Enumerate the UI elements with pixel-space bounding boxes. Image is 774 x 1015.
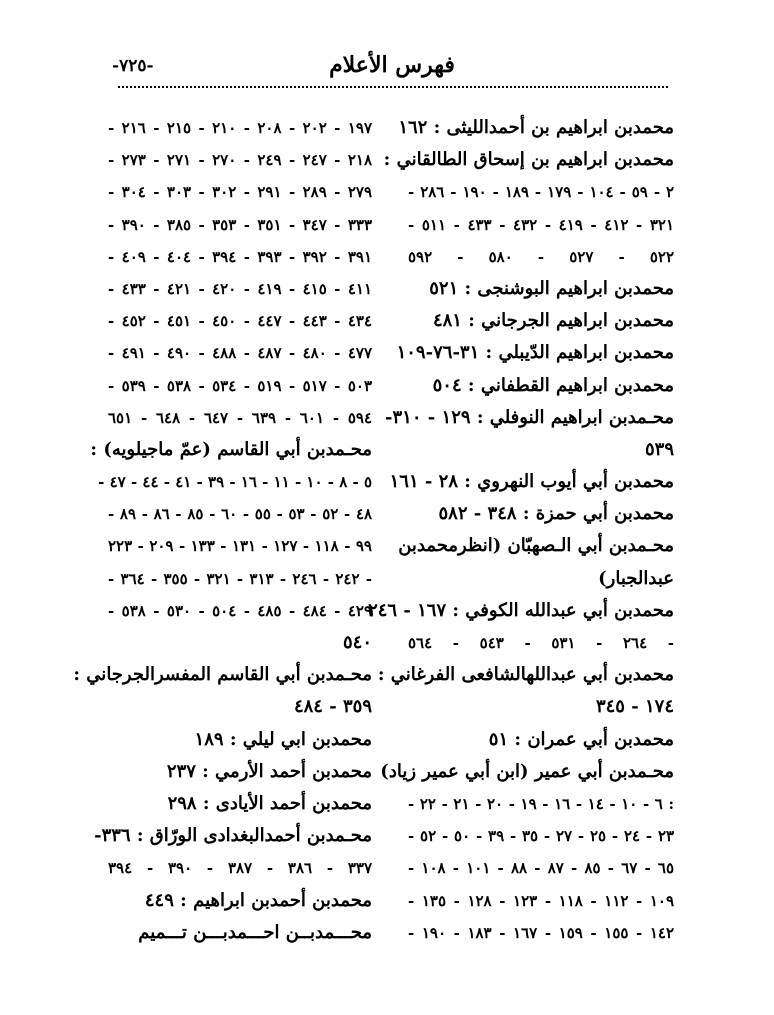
page-reference-line: ٥٣٩ <box>644 438 674 460</box>
page-reference-line: ٤٢٩ - ٤٨٤ - ٤٨٥ - ٥٠٤ - ٥٣٠ - ٥٣٨ - <box>108 601 372 620</box>
page-header <box>112 48 672 88</box>
index-entry-line: محمدبن أبي حمزة : ٣٤٨ - ٥٨٢ <box>438 503 674 525</box>
page-reference-line: - ٢٤٢ - ٢٤٦ - ٣١٣ - ٣٢١ - ٣٥٥ - ٣٦٤ - <box>108 569 373 588</box>
page-reference-line: ٩٩ - ١١٨ - ١٢٧ - ١٣١ - ١٣٣ - ٢٠٩ - ٢٢٣ <box>108 537 372 556</box>
page-reference-line: ٢٧٩ - ٢٨٩ - ٢٩١ - ٣٠٢ - ٣٠٣ - ٣٠٤ - <box>108 183 372 202</box>
index-entry-line: محمدبن أبي عبداللهالشافعى الفرغاني : <box>377 664 674 686</box>
left-column <box>73 112 373 949</box>
index-entry-line: محمدبن ابي ليلي : ١٨٩ <box>194 728 372 750</box>
page-reference-line: ١٠٩ - ١١٢ - ١١٨ - ١٢٣ - ١٢٨ - ١٣٥ - <box>408 891 675 910</box>
index-entry-line: محـمدبن أبي عمير (ابن أبي عمير زياد) <box>380 760 674 782</box>
page-reference-line: ١٤٢ - ١٥٥ - ١٥٩ - ١٦٧ - ١٨٣ - ١٩٠ - <box>408 923 675 942</box>
page-number: -٧٢٥- <box>112 56 154 76</box>
page-reference-line: ٥٢٢ - ٥٢٧ - ٥٨٠ - ٥٩٢ <box>408 247 674 266</box>
page-reference-line: ٥٠٣ - ٥١٧ - ٥١٩ - ٥٣٤ - ٥٣٨ - ٥٣٩ - <box>108 376 372 395</box>
index-entry-line: محمدبن أحمد الأرمي : ٢٣٧ <box>166 760 372 782</box>
page-reference-line: ٢ - ٥٩ - ١٠٤ - ١٧٩ - ١٨٩ - ١٩٠ - ٢٨٦ - <box>408 183 675 202</box>
index-entry-line: محمدبن ابراهيم بن أحمدالليثى : ١٦٢ <box>398 117 674 138</box>
index-entry-line: محمدبن أبي عبدالله الكوفي : ١٦٧ - ٢٤٦ <box>368 599 674 621</box>
index-entry-line: محـمدبن أبي الـصهبّان (انظرمحمدبن <box>398 535 674 557</box>
index-entry-line: عبدالجبار) <box>598 567 674 589</box>
index-entry-line: محمدبن ابراهيم الدّيبلي : ٣١-٧٦-١٠٩ <box>396 342 674 364</box>
page-reference-line: ٣٣٧ - ٣٨٦ - ٣٨٧ - ٣٩٠ - ٣٩٤ <box>108 859 373 878</box>
index-entry-line: محمدبن أبي عمران : ٥١ <box>488 728 674 750</box>
index-entry-line: محمدبن ابراهيم الجرجاني : ٤٨١ <box>432 310 674 332</box>
index-entry-line: محـمدبن أبي القاسم (عمّ ماجيلويه) : <box>90 438 372 460</box>
page-reference-line: ٤٧٧ - ٤٨٠ - ٤٨٧ - ٤٨٨ - ٤٩٠ - ٤٩١ - <box>108 344 372 363</box>
right-column <box>368 112 675 949</box>
page-reference-line: ٣٥٩ - ٤٨٤ <box>293 696 372 718</box>
page-reference-line: ٣٣٣ - ٣٤٧ - ٣٥١ - ٣٥٣ - ٣٨٥ - ٣٩٠ - <box>108 215 372 234</box>
index-entry-line: محمدبن أبي أيوب النهروي : ٢٨ - ١٦١ <box>389 471 674 493</box>
index-entry-line: محمدبن ابراهيم القطفاني : ٥٠٤ <box>432 374 674 396</box>
page-reference-line: ١٩٧ - ٢٠٢ - ٢٠٨ - ٢١٠ - ٢١٥ - ٢١٦ - <box>108 119 372 137</box>
index-entry-line: محـــمدبــن احـــمدبـــن تـــميم <box>138 921 372 943</box>
page-reference-line: ٢١٨ - ٢٤٧ - ٢٤٩ - ٢٧٠ - ٢٧١ - ٢٧٣ - <box>108 151 372 170</box>
page-title: فهرس الأعلام <box>329 52 455 78</box>
index-entry-line: محـمدبن ابراهيم النوفلي : ١٢٩ - ٣١٠- <box>385 406 674 428</box>
page-reference-line: ٣٩١ - ٣٩٢ - ٣٩٣ - ٣٩٤ - ٤٠٤ - ٤٠٩ - <box>108 247 372 266</box>
page-reference-line: ٤٨ - ٥٢ - ٥٣ - ٥٥ - ٦٠ - ٨٥ - ٨٦ - ٨٩ - <box>108 505 373 524</box>
index-entry-line: محمدبن أحمد الأيادى : ٢٩٨ <box>167 792 372 814</box>
page-reference-line: ٥٩٤ - ٦٠١ - ٦٣٩ - ٦٤٧ - ٦٤٨ - ٦٥١ <box>108 408 373 427</box>
page-reference-line: ٦٥ - ٦٧ - ٨٥ - ٨٧ - ٨٨ - ١٠١ - ١٠٨ - <box>408 859 675 878</box>
page-reference-line: ٤٣٤ - ٤٤٣ - ٤٤٧ - ٤٥٠ - ٤٥١ - ٤٥٢ - <box>108 312 372 331</box>
index-entry-line: محـمدبن أحمدالبغدادى الورّاق : ٣٣٦- <box>94 825 372 847</box>
header-dotted-rule <box>118 86 668 88</box>
index-entry-line: محمدبن ابراهيم البوشنجى : ٥٢١ <box>429 277 674 299</box>
page-reference-line: ٣٢١ - ٤١٢ - ٤١٩ - ٤٣٢ - ٤٣٣ - ٥١١ - <box>408 215 675 234</box>
page-reference-line: : ٦ - ١٠ - ١٤ - ١٦ - ١٩ - ٢٠ - ٢١ - ٢٢ - <box>408 794 674 813</box>
page-reference-line: ٥٤٠ <box>342 632 372 653</box>
page-reference-line: ٢٣ - ٢٤ - ٢٥ - ٢٧ - ٣٥ - ٣٩ - ٥٠ - ٥٢ - <box>408 827 675 846</box>
index-entry-line: محمدبن أحمدبن ابراهيم : ٤٤٩ <box>144 889 372 911</box>
index-entry-line: محمدبن ابراهيم بن إسحاق الطالقاني : <box>383 149 674 171</box>
page-reference-line: - ٢٦٤ - ٥٣١ - ٥٤٣ - ٥٦٤ <box>408 634 674 652</box>
page-reference-line: ٤١١ - ٤١٥ - ٤١٩ - ٤٢٠ - ٤٢١ - ٤٣٣ - <box>108 279 372 298</box>
page-reference-line: ١٧٤ - ٣٤٥ <box>595 696 674 718</box>
page-reference-line: ٥ - ٨ - ١٠ - ١١ - ١٦ - ٣٩ - ٤١ - ٤٤ - ٤٧ - <box>98 473 372 492</box>
index-entry-line: محـمدبن أبي القاسم المفسرالجرجاني : <box>73 664 372 686</box>
